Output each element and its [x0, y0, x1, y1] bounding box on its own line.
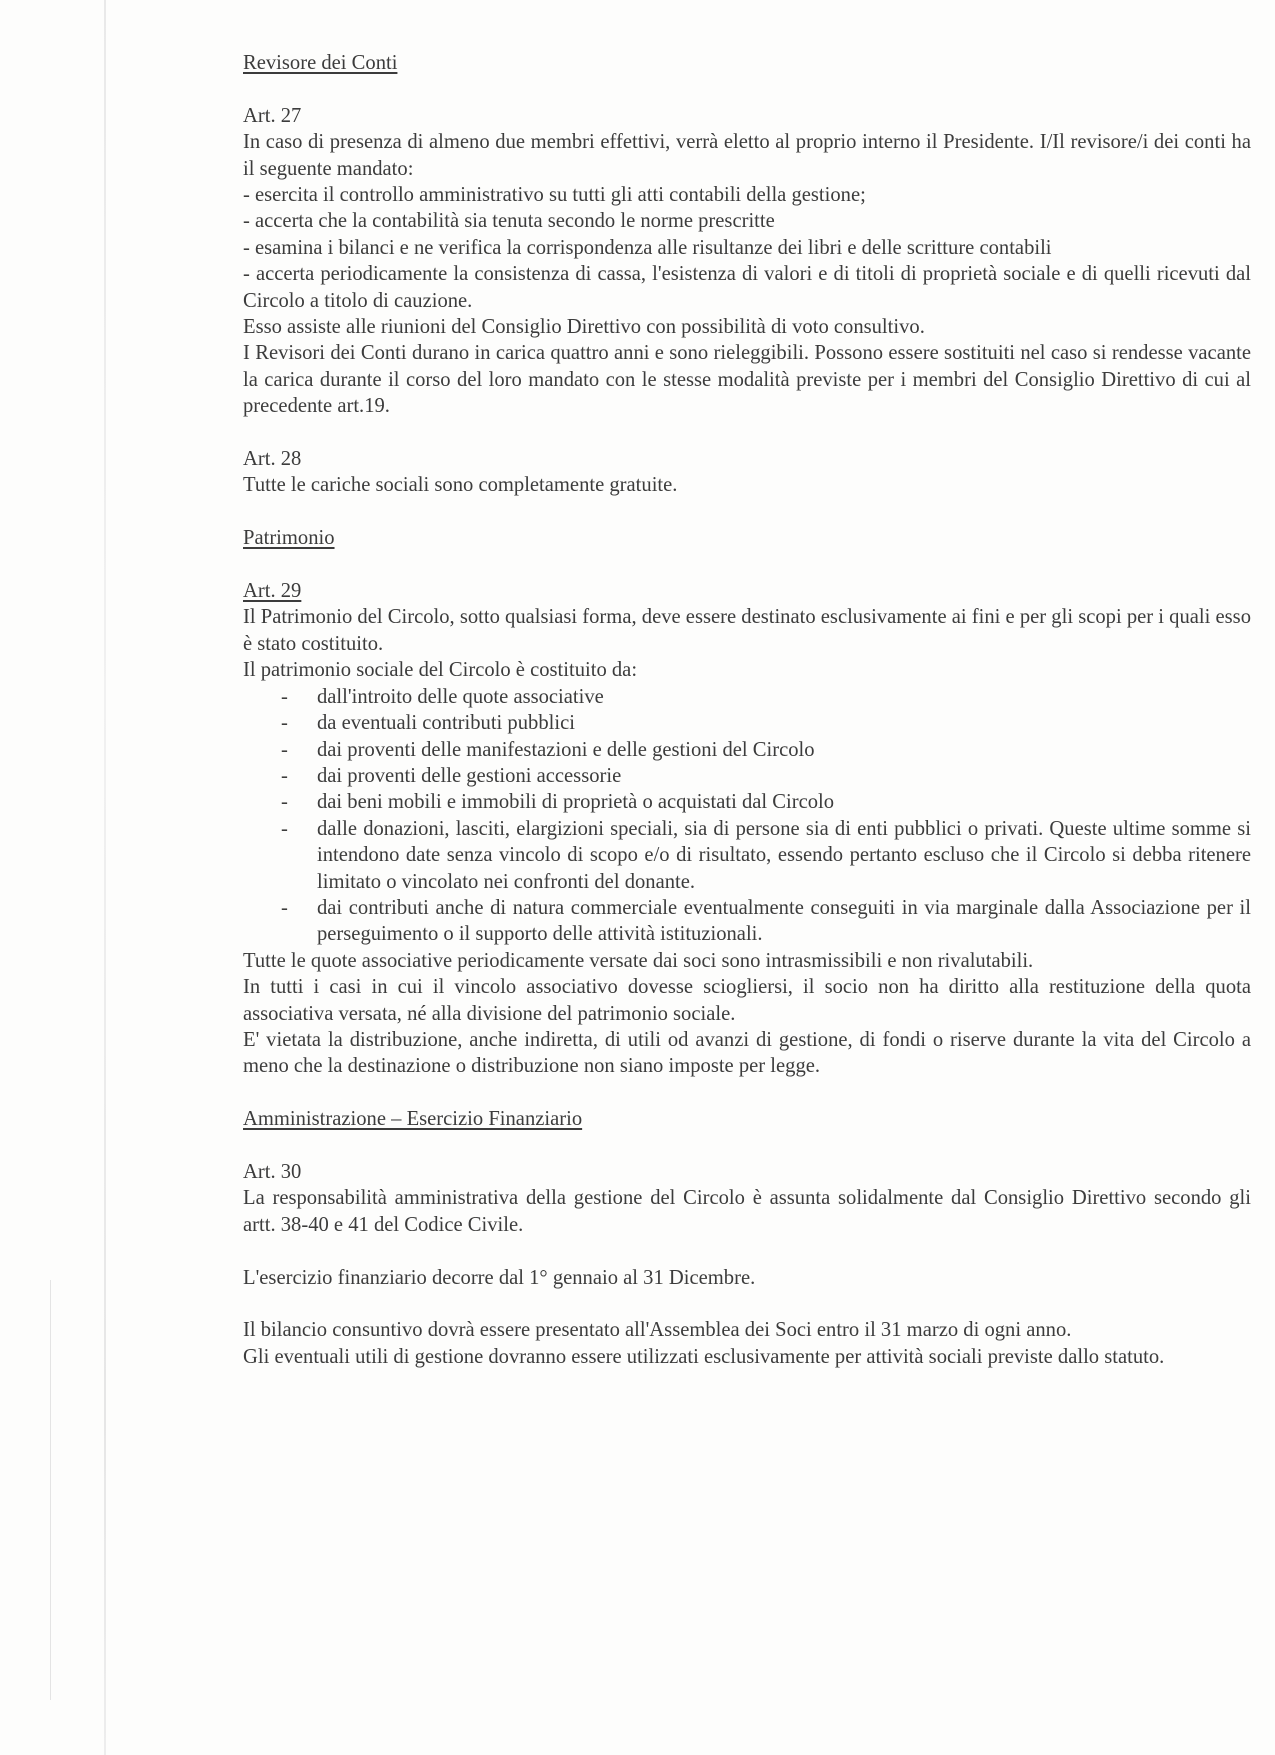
patrimonio-list: [243, 684, 1251, 948]
list-dash: -: [281, 712, 288, 735]
list-dash: -: [281, 685, 288, 708]
art29-paragraph: Il Patrimonio del Circolo, sotto qualsiasi forma, deve essere destinato esclusivamente ai fini e per gli scopi per i quali esso è stato costituito.: [243, 606, 1251, 655]
scan-shadow-edge: [104, 0, 106, 1755]
art30-paragraph: L'esercizio finanziario decorre dal 1° gennaio al 31 Dicembre.: [243, 1266, 756, 1289]
list-dash: -: [281, 738, 288, 761]
article-number-29: Art. 29: [243, 580, 302, 603]
section-heading-amministrazione: Amministrazione – Esercizio Finanziario: [243, 1108, 583, 1131]
list-item-text: dai proventi delle manifestazioni e delle gestioni del Circolo: [317, 738, 815, 761]
list-item: [243, 895, 1251, 948]
spacer: [243, 1133, 1251, 1159]
list-item-text: dai contributi anche di natura commerciale eventualmente conseguiti in via marginale dalla Associazione per il perseguimento o il supporto delle attività istituzionali.: [317, 896, 1251, 946]
spacer: [243, 499, 1251, 525]
list-item: [243, 737, 1251, 763]
list-dash: -: [281, 817, 288, 840]
spacer: [243, 76, 1251, 102]
art30-paragraph: Il bilancio consuntivo dovrà essere presentato all'Assemblea dei Soci entro il 31 marzo di ogni anno.: [243, 1319, 1072, 1342]
list-item-text: dai proventi delle gestioni accessorie: [317, 764, 622, 787]
art27-duty: - esamina i bilanci e ne verifica la corrispondenza alle risultanze dei libri e delle scritture contabili: [243, 236, 1052, 259]
art27-paragraph: Esso assiste alle riunioni del Consiglio Direttivo con possibilità di voto consultivo.: [243, 316, 925, 339]
spacer: [243, 1238, 1251, 1264]
list-item-text: da eventuali contributi pubblici: [317, 712, 575, 735]
section-heading-revisore: Revisore dei Conti: [243, 52, 398, 74]
document-body: [243, 50, 1251, 1370]
art27-duty: - accerta che la contabilità sia tenuta secondo le norme prescritte: [243, 210, 775, 233]
spacer: [243, 1291, 1251, 1317]
list-item: [243, 789, 1251, 815]
list-item: [243, 684, 1251, 710]
art29-paragraph: Tutte le quote associative periodicamente versate dai soci sono intrasmissibili e non rivalutabili.: [243, 949, 1034, 972]
art27-duty: - accerta periodicamente la consistenza di cassa, l'esistenza di valori e di titoli di proprietà sociale e di quelli ricevuti dal Circolo a titolo di cauzione.: [243, 263, 1251, 312]
list-dash: -: [281, 791, 288, 814]
scan-shadow-edge-lower: [50, 1280, 51, 1700]
art27-paragraph: I Revisori dei Conti durano in carica quattro anni e sono rieleggibili. Possono essere sostituiti nel caso si rendesse vacante la carica durante il corso del loro mandato con le stesse modalità previste per i membri del Consiglio Direttivo di cui al precedente art.19.: [243, 342, 1251, 418]
section-heading-patrimonio: Patrimonio: [243, 527, 335, 550]
art27-duty: - esercita il controllo amministrativo su tutti gli atti contabili della gestione;: [243, 184, 866, 207]
list-item-text: dai beni mobili e immobili di proprietà o acquistati dal Circolo: [317, 791, 835, 814]
list-item: [243, 763, 1251, 789]
spacer: [243, 420, 1251, 446]
art28-text: Tutte le cariche sociali sono completamente gratuite.: [243, 474, 678, 497]
list-item: [243, 710, 1251, 736]
art29-paragraph: In tutti i casi in cui il vincolo associativo dovesse sciogliersi, il socio non ha diritto alla restituzione della quota associativa versata, né alla divisione del patrimonio sociale.: [243, 976, 1251, 1025]
art30-paragraph: Gli eventuali utili di gestione dovranno essere utilizzati esclusivamente per attività sociali previste dallo statuto.: [243, 1345, 1165, 1368]
list-dash: -: [281, 896, 288, 919]
art29-paragraph: Il patrimonio sociale del Circolo è costituito da:: [243, 659, 638, 682]
article-number-30: Art. 30: [243, 1160, 302, 1183]
spacer: [243, 1080, 1251, 1106]
art27-intro: In caso di presenza di almeno due membri effettivi, verrà eletto al proprio interno il Presidente. I/Il revisore/i dei conti ha il seguente mandato:: [243, 131, 1251, 180]
list-item: [243, 816, 1251, 895]
article-number-28: Art. 28: [243, 448, 302, 471]
art30-paragraph: La responsabilità amministrativa della gestione del Circolo è assunta solidalmente dal Consiglio Direttivo secondo gli artt. 38-40 e 41 del Codice Civile.: [243, 1187, 1251, 1236]
article-number-27: Art. 27: [243, 104, 302, 127]
list-item-text: dalle donazioni, lasciti, elargizioni speciali, sia di persone sia di enti pubblici o privati. Queste ultime somme si intendono date senza vincolo di scopo e/o di risultato, essendo pertanto escluso che il Circolo si debba ritenere limitato o vincolato nei confronti del donante.: [317, 817, 1251, 893]
art29-paragraph: E' vietata la distribuzione, anche indiretta, di utili od avanzi di gestione, di fondi o riserve durante la vita del Circolo a meno che la destinazione o distribuzione non siano imposte per legge.: [243, 1028, 1251, 1078]
list-dash: -: [281, 764, 288, 787]
spacer: [243, 552, 1251, 578]
list-item-text: dall'introito delle quote associative: [317, 685, 604, 708]
